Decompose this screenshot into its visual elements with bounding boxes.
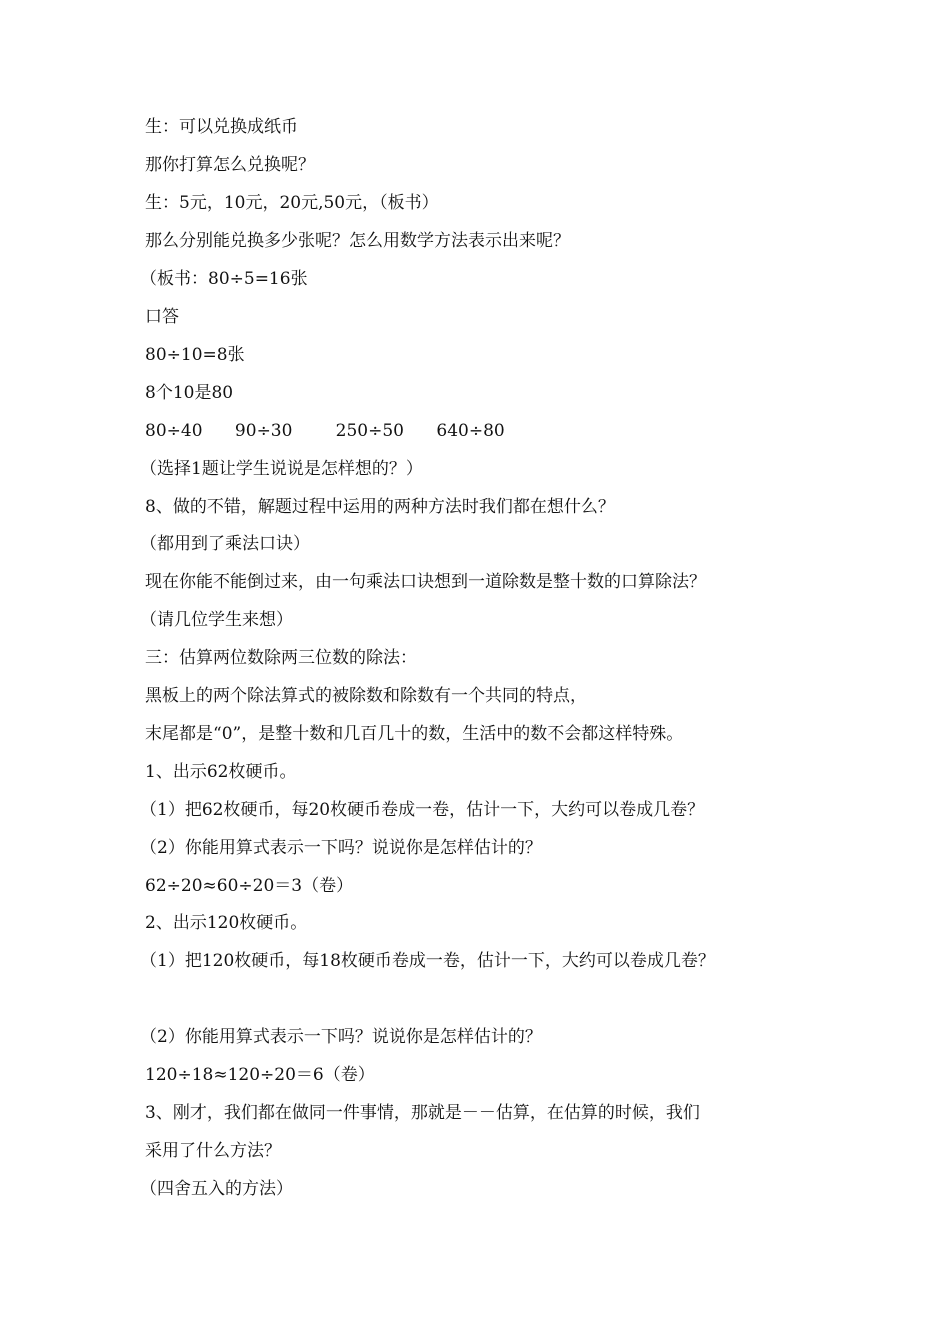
text-line: （四舍五入的方法） xyxy=(140,1179,293,1199)
text-line: 3、刚才，我们都在做同一件事情，那就是－－估算，在估算的时候，我们 xyxy=(145,1103,700,1123)
text-line: 生：可以兑换成纸币 xyxy=(145,117,298,137)
text-line: （选择1题让学生说说是怎样想的？） xyxy=(140,459,423,479)
text-line: （板书：80÷5=16张 xyxy=(140,269,308,289)
text-line: 现在你能不能倒过来，由一句乘法口诀想到一道除数是整十数的口算除法？ xyxy=(145,572,706,592)
text-line: （2）你能用算式表示一下吗？说说你是怎样估计的？ xyxy=(140,838,542,858)
text-line: （请几位学生来想） xyxy=(140,610,293,630)
text-line: （1）把62枚硬币，每20枚硬币卷成一卷，估计一下，大约可以卷成几卷？ xyxy=(140,800,705,820)
text-line: 8个10是80 xyxy=(145,383,234,403)
text-line: （2）你能用算式表示一下吗？说说你是怎样估计的？ xyxy=(140,1027,542,1047)
text-line: （都用到了乘法口诀） xyxy=(140,534,310,554)
text-line: （1）把120枚硬币，每18枚硬币卷成一卷，估计一下，大约可以卷成几卷？ xyxy=(140,951,715,971)
text-line: 口答 xyxy=(145,307,179,327)
text-line: 三：估算两位数除两三位数的除法： xyxy=(145,648,417,668)
text-line: 80÷10=8张 xyxy=(145,345,245,365)
text-line: 末尾都是“0”，是整十数和几百几十的数，生活中的数不会都这样特殊。 xyxy=(145,724,684,744)
text-line: 62÷20≈60÷20＝3（卷） xyxy=(145,876,354,896)
text-line: 1、出示62枚硬币。 xyxy=(145,762,297,782)
text-line: 采用了什么方法？ xyxy=(145,1141,281,1161)
text-line: 那么分别能兑换多少张呢？怎么用数学方法表示出来呢？ xyxy=(145,231,570,251)
text-line: 120÷18≈120÷20＝6（卷） xyxy=(145,1065,375,1085)
text-line: 那你打算怎么兑换呢？ xyxy=(145,155,315,175)
text-line: 生：5元，10元，20元,50元，（板书） xyxy=(145,193,439,213)
text-line: 2、出示120枚硬币。 xyxy=(145,913,308,933)
text-line: 黑板上的两个除法算式的被除数和除数有一个共同的特点， xyxy=(145,686,587,706)
text-line: 8、做的不错，解题过程中运用的两种方法时我们都在想什么？ xyxy=(145,497,615,517)
text-line: 80÷40 90÷30 250÷50 640÷80 xyxy=(145,421,505,441)
